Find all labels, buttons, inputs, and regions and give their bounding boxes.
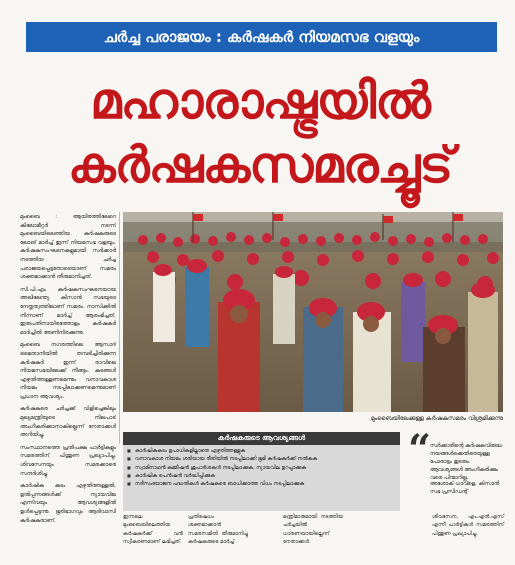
article-body-left (20, 213, 116, 543)
quote-source: അശോക് ധാവ്ളെ, കിസാൻ സഭ പ്രസിഡന്റ് (430, 481, 500, 495)
paragraph: കാർഷിക കടം എഴുതിത്തള്ളൽ, ഉൽപ്പന്നങ്ങൾക്ക് ന്യായവില എന്നിവയും ആവശ്യങ്ങളിൽ ഉൾപ്പെടുന്നു. ഭൂരിഭാഗവും ആദിവാസി കർഷകരാണ്. (20, 483, 116, 524)
paragraph: സംസ്ഥാനത്തെ പ്രതിപക്ഷ പാർട്ടികളും സമരത്തിന് പിന്തുണ പ്രഖ്യാപിച്ചു. ശിവസേനയും സമരക്കാരെ സന്ദർശിച്ചു. (20, 444, 116, 477)
factbox-item: ■ നദീസംയോജന പദ്ധതികൾ കർഷകരെ ബാധിക്കാത്ത വിധം നടപ്പിലാക്കുക (123, 480, 400, 488)
demands-factbox (123, 432, 400, 511)
factbox-item: ■ കാർഷികകടം ഉപാധികളില്ലാതെ എഴുതിത്തള്ളുക (123, 447, 400, 455)
factbox-title: കർഷകരുടെ ആവശ്യങ്ങൾ (123, 432, 400, 445)
bottom-column-3: മന്ത്രിമാരുമായി നടത്തിയ ചർച്ചയിൽ ധാരണയായില്ലെന്ന് നേതാക്കൾ. (283, 514, 343, 545)
paragraph: സി.പി.എം കർഷകസംഘടനയായ അഖിലേന്ത്യ കിസാൻ സഭയുടെ നേതൃത്വത്തിലാണ് സമരം. നാസിക്കിൽ നിന്നാണ് മാർച്ച് ആരംഭിച്ചത്. ഇരുപതിനായിരത്തോളം കർഷകർ മാർച്ചിൽ അണിനിരക്കുന്നു. (20, 286, 116, 336)
bottom-column-4: ശിവസേന, എം.എൻ.എസ് എന്നീ പാർട്ടികൾ സമരത്തിന് പിന്തുണ പ്രഖ്യാപിച്ചു. (432, 514, 504, 537)
factbox-item: ■ സ്വാമിനാഥൻ കമ്മീഷൻ ശുപാർശകൾ നടപ്പിലാക്കുക, ന്യായവില ഉറപ്പാക്കുക (123, 464, 400, 472)
headline-line-1: മഹാരാഷ്ട്രയിൽ (90, 72, 430, 130)
paragraph: മുംബൈ : ആയിരത്തിലേറെ കിലോമീറ്റർ നടന്ന് മുംബൈയിലെത്തിയ കർഷകരുടെ ലോങ് മാർച്ച് ഇന്ന് നിയമസഭ വളയും. കർഷകസംഘടനകളുമായി സർക്കാർ നടത്തിയ ചർച്ച പരാജയപ്പെട്ടതോടെയാണ് സമരം ശക്തമാക്കാൻ തീരുമാനിച്ചത്. (20, 214, 116, 281)
quote-text: സർക്കാരിന്റെ കർഷകവിരുദ്ധ നയങ്ങൾക്കെതിരെയുള്ള പോരാട്ടം തുടരും. ആവശ്യങ്ങൾ അംഗീകരിക്കും വരെ പിന്മാറില്ല. (430, 443, 503, 481)
bottom-column-2: പ്രതിഷേധം ശക്തമാക്കാൻ സമരസമിതി തീരുമാനിച്ചു കർഷകരുടെ മാർച്ച്. (188, 514, 248, 545)
section-banner: ചർച്ച പരാജയം : കർഷകർ നിയമസഭ വളയും (26, 22, 497, 52)
paragraph: കർഷകരെ ചർച്ചക്ക് വിളിച്ചെങ്കിലും മുഖ്യമന്ത്രിയുടെ നിലപാട് അംഗീകരിക്കാനാകില്ലെന്ന് നേതാക്കൾ അറിയിച്ചു. (20, 406, 116, 439)
march-crowd-image (123, 212, 503, 412)
factbox-item: ■ കാർഷിക പെൻഷൻ വർദ്ധിപ്പിക്കുക (123, 472, 400, 480)
factbox-item: ■ വനാവകാശ നിയമം ശരിയായ രീതിയിൽ നടപ്പിലാക്കി ഭൂമി കർഷകർക്ക് നൽകുക (123, 455, 400, 463)
column-divider (119, 212, 120, 444)
headline-line-2: കർഷകസമരച്ചൂട് (67, 136, 453, 194)
paragraph: മുംബൈ നഗരത്തിലെ ആസാദ് മൈതാനിയിൽ തമ്പടിച്ചിരിക്കുന്ന കർഷകർ ഇന്ന് രാവിലെ നിയമസഭയിലേക്ക് നീങ്ങും. കടങ്ങൾ എഴുതിത്തള്ളണമെന്നും വനാവകാശ നിയമം നടപ്പിലാക്കണമെന്നുമാണ് പ്രധാന ആവശ്യം. (20, 342, 116, 400)
quote-mark-icon: “ (408, 426, 432, 473)
pull-quote (408, 426, 503, 511)
news-photo-farmers-march (123, 212, 503, 412)
bottom-column-1: ഇന്നലെ മുംബൈയിലെത്തിയ കർഷകർക്ക് വൻ സ്വീകരണമാണ് ലഭിച്ചത്. (123, 514, 183, 545)
photo-caption: മുംബൈയിലേക്കുള്ള കർഷകസമരം വിശ്രമിക്കുന്നു (370, 415, 503, 422)
